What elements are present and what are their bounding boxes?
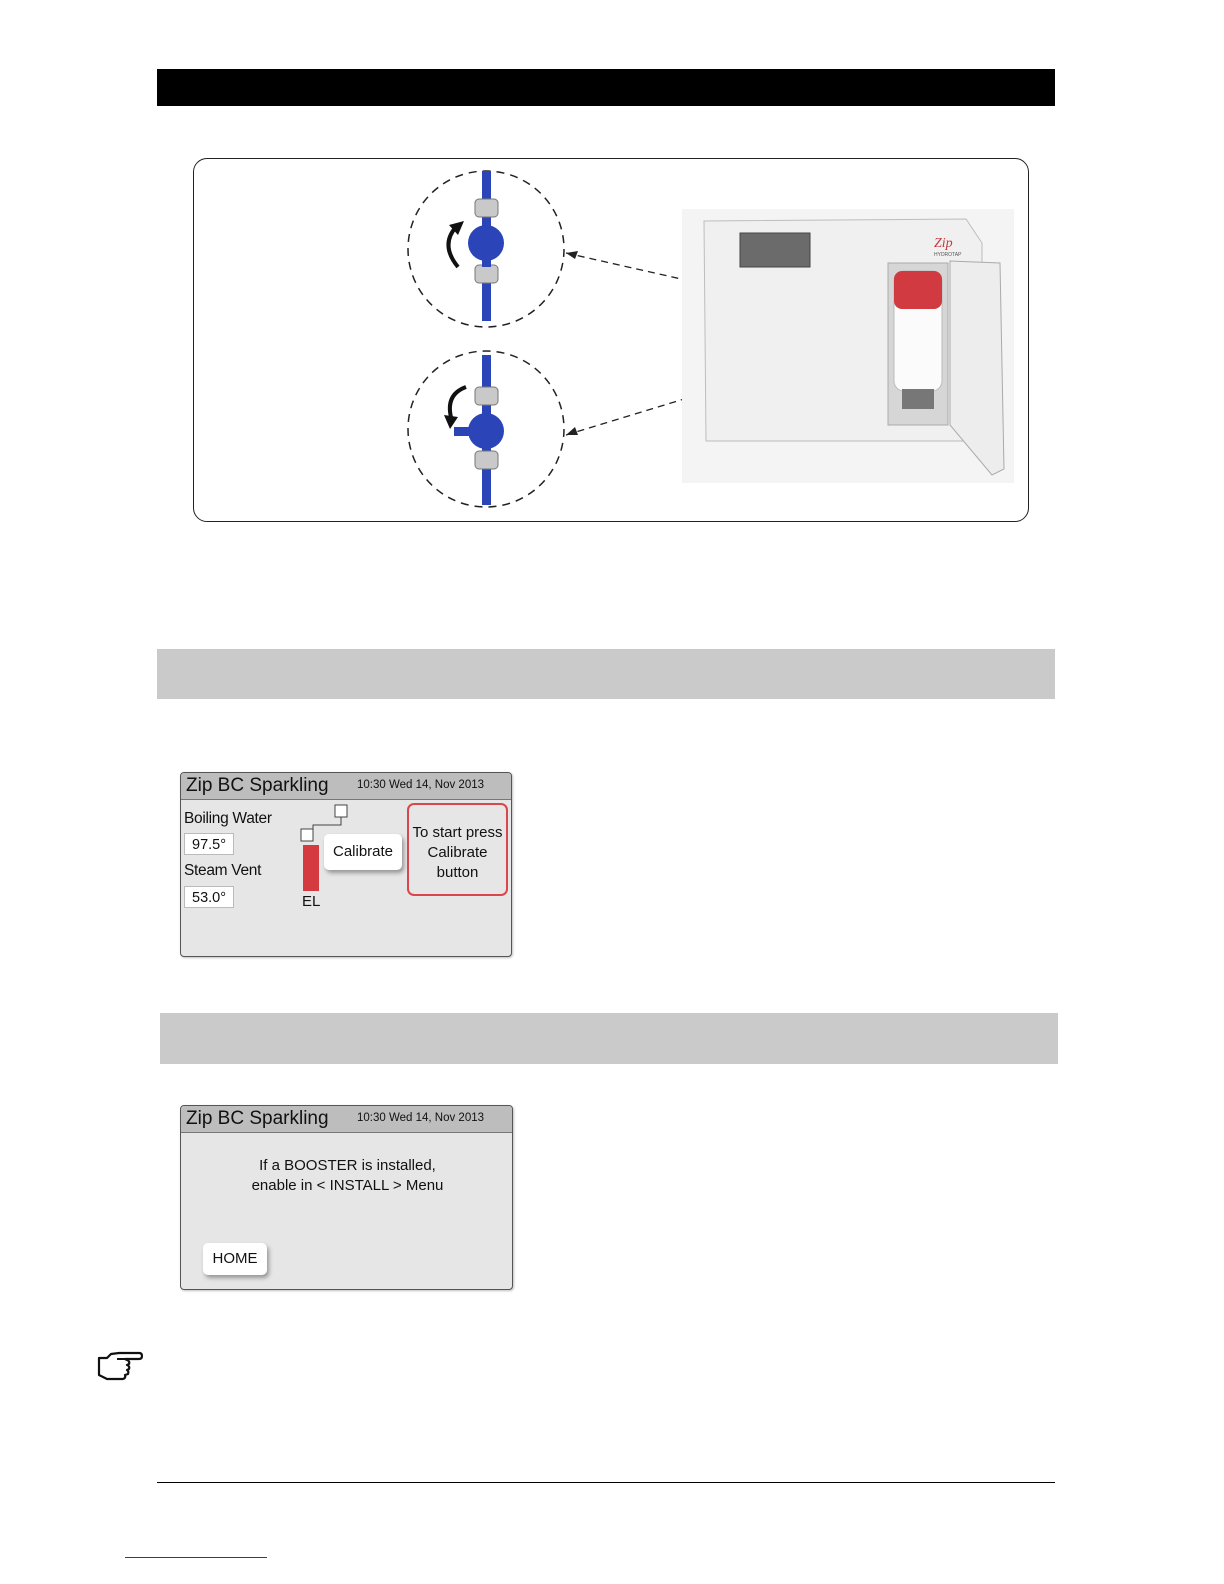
touchscreen-calibrate <box>180 772 512 957</box>
svg-text:HYDROTAP: HYDROTAP <box>934 252 962 258</box>
screen-datetime: 10:30 Wed 14, Nov 2013 <box>357 1112 485 1124</box>
gauge-label: EL <box>302 893 321 910</box>
valve-closed-detail <box>408 351 564 507</box>
touchscreen-booster <box>180 1105 513 1290</box>
boiling-water-label: Boiling Water <box>184 810 272 827</box>
message-line-2: Calibrate <box>427 844 488 861</box>
unit-brand-logo: Zip <box>934 236 953 251</box>
hydrotap-unit-image <box>682 209 1014 483</box>
message-line-3: button <box>436 864 479 881</box>
booster-message <box>181 1156 514 1196</box>
pointing-hand-icon <box>97 1350 143 1382</box>
calibrate-button[interactable]: Calibrate <box>324 834 402 870</box>
screen-header <box>181 773 511 800</box>
booster-message-line-2: enable in < INSTALL > Menu <box>251 1177 444 1194</box>
section-bar-booster <box>160 1013 1058 1064</box>
footer-rule <box>157 1482 1055 1483</box>
screen-title: Zip BC Sparkling <box>186 775 329 796</box>
section-bar-calibrate <box>157 649 1055 699</box>
boiling-water-value: 97.5° <box>184 833 234 855</box>
screen-title: Zip BC Sparkling <box>186 1108 329 1129</box>
steam-vent-value: 53.0° <box>184 886 234 908</box>
instruction-message <box>407 803 508 896</box>
screen-datetime: 10:30 Wed 14, Nov 2013 <box>357 779 485 791</box>
message-line-1: To start press <box>412 824 503 841</box>
section-header-bar <box>157 69 1055 106</box>
screen-header <box>181 1106 512 1133</box>
home-button[interactable]: HOME <box>203 1243 267 1275</box>
booster-message-line-1: If a BOOSTER is installed, <box>259 1157 436 1174</box>
rotate-arrow-icon <box>450 387 466 421</box>
footer-link-underline[interactable] <box>125 1557 267 1558</box>
level-gauge-fill <box>303 845 319 891</box>
steam-vent-label: Steam Vent <box>184 862 262 879</box>
valve-open-detail <box>408 171 564 327</box>
installation-figure <box>193 158 1029 522</box>
